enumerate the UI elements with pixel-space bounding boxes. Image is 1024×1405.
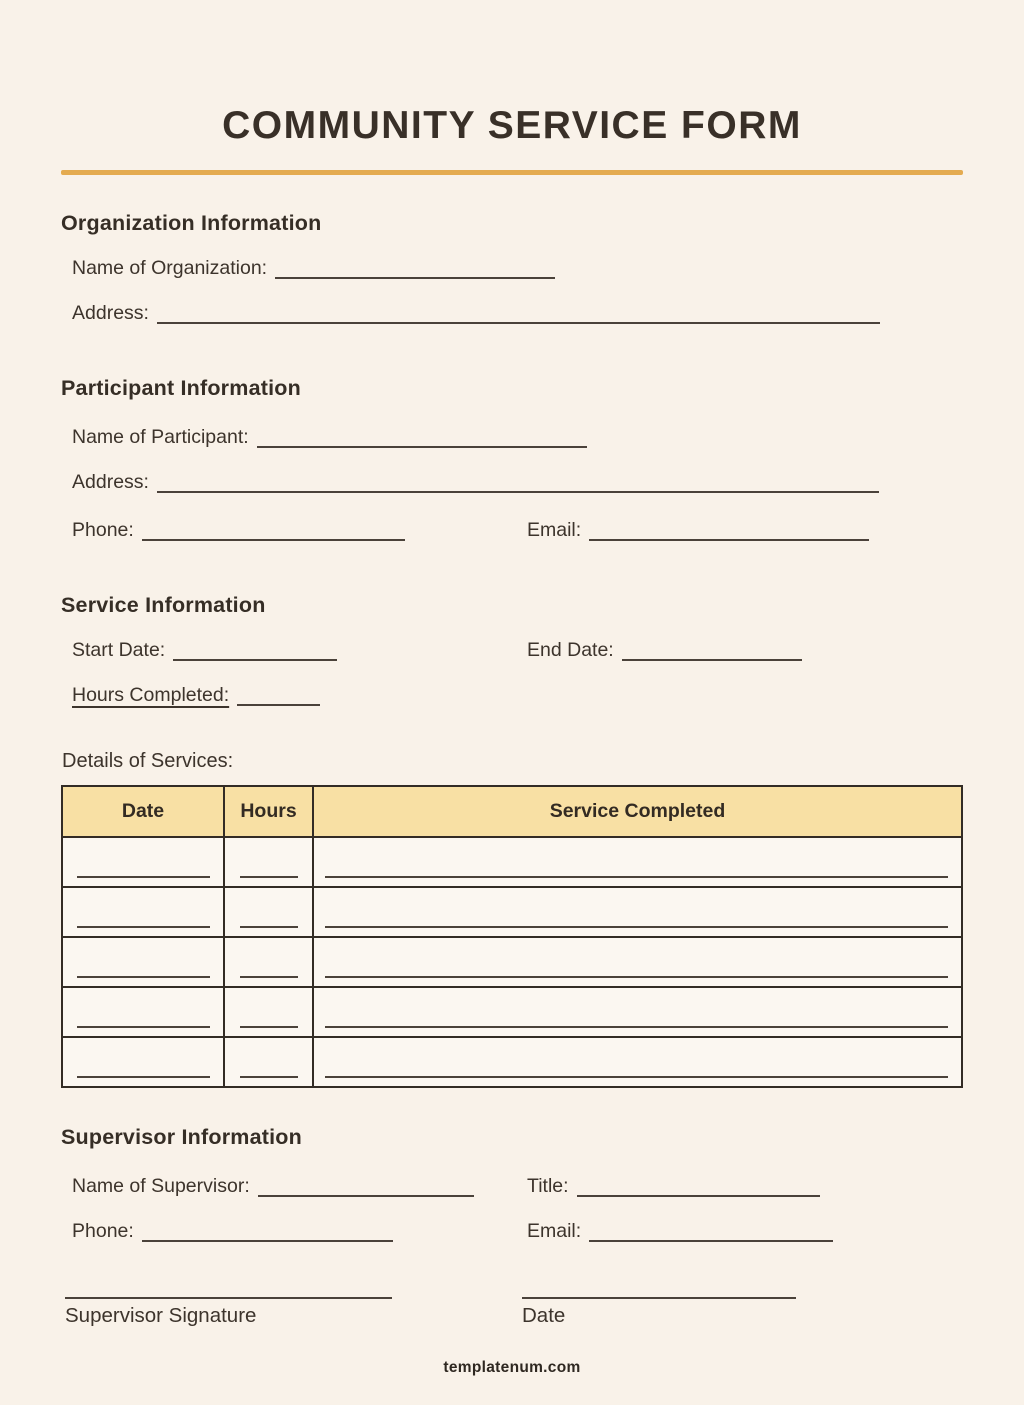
gold-divider	[61, 170, 963, 175]
end-date-line	[622, 645, 802, 661]
services-table-cell-hours	[224, 1037, 313, 1087]
services-table-cell-date	[62, 837, 224, 887]
services-table-cell-service	[313, 1037, 962, 1087]
participant-name-label: Name of Participant:	[72, 426, 249, 448]
services-table-cell-service	[313, 887, 962, 937]
organization-name-line	[275, 263, 555, 279]
services-table-cell-date	[62, 987, 224, 1037]
signature-row	[61, 1281, 963, 1353]
supervisor-title-line	[577, 1181, 820, 1197]
fill-line	[240, 926, 298, 928]
services-table-cell-hours	[224, 887, 313, 937]
supervisor-title-label: Title:	[527, 1175, 569, 1197]
supervisor-phone-label: Phone:	[72, 1220, 134, 1242]
fill-line	[325, 976, 948, 978]
supervisor-email-line	[589, 1226, 833, 1242]
services-table-cell-hours	[224, 837, 313, 887]
participant-email-line	[589, 525, 869, 541]
organization-address-label: Address:	[72, 302, 149, 324]
supervisor-phone-line	[142, 1226, 393, 1242]
end-date-group	[527, 635, 802, 666]
services-table-head	[62, 786, 962, 837]
participant-name-row	[61, 422, 963, 453]
organization-name-row	[61, 253, 963, 284]
participant-section-heading: Participant Information	[61, 376, 301, 400]
participant-address-line	[157, 477, 879, 493]
hours-completed-row	[61, 680, 963, 711]
fill-line	[240, 1076, 298, 1078]
fill-line	[240, 876, 298, 878]
fill-line	[240, 976, 298, 978]
services-table-row	[62, 937, 962, 987]
services-table-header-row	[62, 786, 962, 837]
supervisor-contact-row	[61, 1216, 963, 1247]
participant-contact-row	[61, 515, 963, 546]
supervisor-signature-label: Supervisor Signature	[65, 1304, 257, 1327]
details-of-services-label: Details of Services:	[62, 750, 234, 772]
services-table-cell-date	[62, 1037, 224, 1087]
footer-site-name: templatenum.com	[443, 1359, 581, 1376]
fill-line	[325, 1026, 948, 1028]
fill-line	[325, 926, 948, 928]
services-table-cell-service	[313, 937, 962, 987]
supervisor-name-line	[258, 1181, 474, 1197]
supervisor-section-heading: Supervisor Information	[61, 1125, 302, 1149]
supervisor-title-group	[527, 1171, 820, 1202]
services-table-row	[62, 1037, 962, 1087]
services-table	[61, 785, 963, 1088]
fill-line	[77, 1076, 210, 1078]
supervisor-signature-line	[65, 1281, 392, 1299]
organization-section-heading: Organization Information	[61, 211, 322, 235]
services-table-row	[62, 887, 962, 937]
participant-phone-label: Phone:	[72, 519, 134, 541]
hours-completed-line	[237, 690, 320, 706]
services-table-cell-date	[62, 887, 224, 937]
start-date-line	[173, 645, 337, 661]
participant-phone-line	[142, 525, 405, 541]
fill-line	[325, 876, 948, 878]
services-table-cell-service	[313, 837, 962, 887]
supervisor-email-group	[527, 1216, 833, 1247]
services-table-cell-hours	[224, 987, 313, 1037]
services-table-cell-date	[62, 937, 224, 987]
table-header-date: Date	[62, 786, 224, 837]
organization-address-row	[61, 298, 963, 329]
participant-address-label: Address:	[72, 471, 149, 493]
end-date-label: End Date:	[527, 639, 614, 661]
fill-line	[77, 976, 210, 978]
organization-name-label: Name of Organization:	[72, 257, 268, 279]
services-table-body	[62, 837, 962, 1087]
signature-date-line	[522, 1281, 796, 1299]
participant-name-line	[257, 432, 587, 448]
table-header-service-completed: Service Completed	[313, 786, 962, 837]
fill-line	[77, 926, 210, 928]
organization-address-line	[157, 308, 880, 324]
start-date-label: Start Date:	[72, 639, 166, 661]
participant-address-row	[61, 467, 963, 498]
fill-line	[240, 1026, 298, 1028]
hours-completed-label: Hours Completed:	[72, 684, 230, 706]
signature-date-label: Date	[522, 1304, 566, 1327]
table-header-hours: Hours	[224, 786, 313, 837]
services-table-row	[62, 987, 962, 1037]
fill-line	[77, 1026, 210, 1028]
supervisor-signature-block	[65, 1281, 392, 1328]
services-table-cell-hours	[224, 937, 313, 987]
supervisor-name-row	[61, 1171, 963, 1202]
service-section-heading: Service Information	[61, 593, 266, 617]
fill-line	[325, 1076, 948, 1078]
participant-email-group	[527, 515, 869, 546]
services-table-cell-service	[313, 987, 962, 1037]
supervisor-name-label: Name of Supervisor:	[72, 1175, 250, 1197]
service-dates-row	[61, 635, 963, 666]
participant-email-label: Email:	[527, 519, 582, 541]
services-table-row	[62, 837, 962, 887]
fill-line	[77, 876, 210, 878]
supervisor-email-label: Email:	[527, 1220, 582, 1242]
signature-date-block	[522, 1281, 796, 1328]
page-title: COMMUNITY SERVICE FORM	[222, 104, 802, 147]
